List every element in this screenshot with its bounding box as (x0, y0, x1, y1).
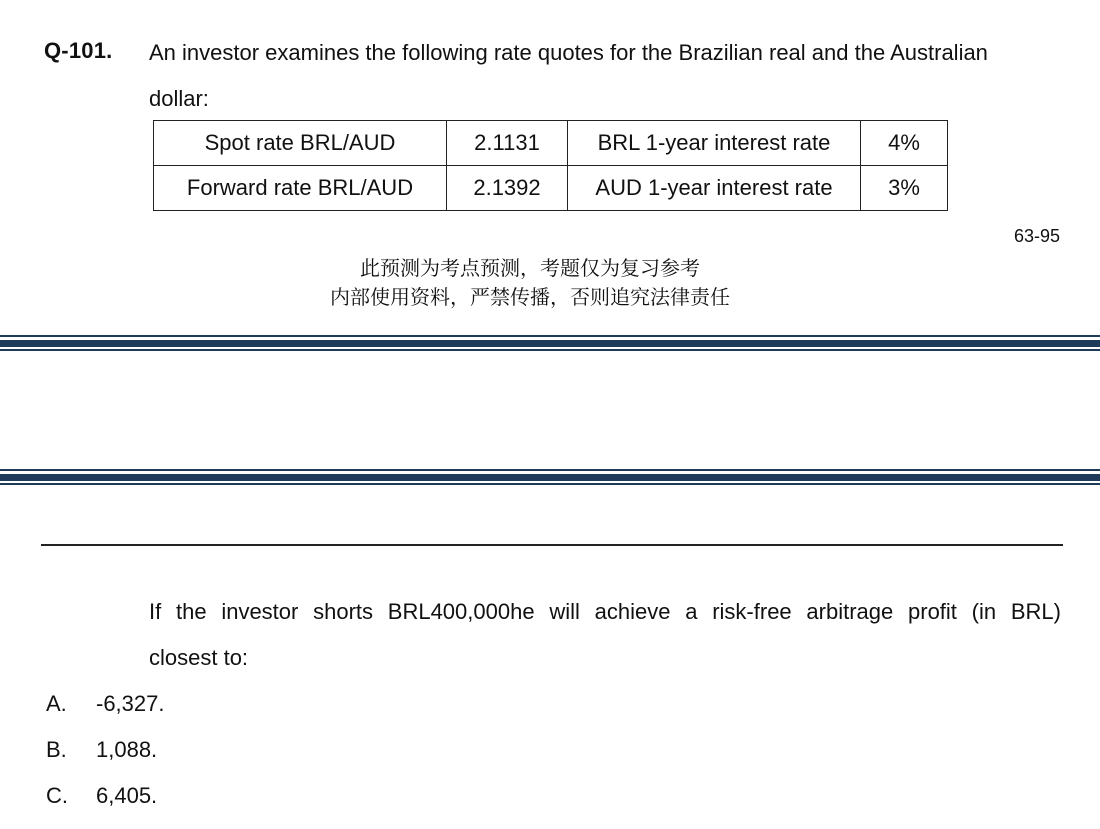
question-intro-line-1: An investor examines the following rate quotes for the Brazilian real and the Australian (149, 40, 988, 65)
question-prompt-line-1 (149, 597, 1061, 627)
option-text: 1,088. (96, 737, 158, 762)
spot-rate-label: Spot rate BRL/AUD (154, 121, 447, 166)
brl-interest-label: BRL 1-year interest rate (568, 121, 861, 166)
option-letter: B. (46, 737, 67, 762)
question-prompt-line-2: closest to: (149, 645, 249, 670)
rate-quotes-table (153, 120, 948, 211)
option-c[interactable] (46, 781, 157, 811)
option-text: -6,327. (96, 691, 165, 716)
aud-interest-value: 3% (861, 166, 948, 211)
option-b[interactable] (46, 735, 157, 765)
table-row (154, 166, 948, 211)
forward-rate-value: 2.1392 (447, 166, 568, 211)
option-text: 6,405. (96, 783, 158, 808)
option-letter: A. (46, 691, 67, 716)
watermark-notice-line-1: 此预测为考点预测，考题仅为复习参考 (360, 256, 700, 280)
aud-interest-label: AUD 1-year interest rate (568, 166, 861, 211)
option-letter: C. (46, 783, 68, 808)
spot-rate-value: 2.1131 (447, 121, 568, 166)
page-reference: 63-95 (1013, 226, 1060, 246)
watermark-notice-line-2: 内部使用资料，严禁传播，否则追究法律责任 (330, 285, 730, 309)
question-intro-line-2: dollar: (149, 86, 209, 111)
page-break-band-bottom (0, 469, 1100, 485)
question-prompt-text: If the investor shorts BRL400,000he will achieve a risk-free arbitrage profit (in BRL) (149, 599, 1061, 624)
page-break-band-top (0, 335, 1100, 351)
forward-rate-label: Forward rate BRL/AUD (154, 166, 447, 211)
question-number: Q-101. (44, 38, 113, 63)
table-row (154, 121, 948, 166)
option-a[interactable] (46, 689, 165, 719)
divider-line (41, 544, 1063, 546)
brl-interest-value: 4% (861, 121, 948, 166)
